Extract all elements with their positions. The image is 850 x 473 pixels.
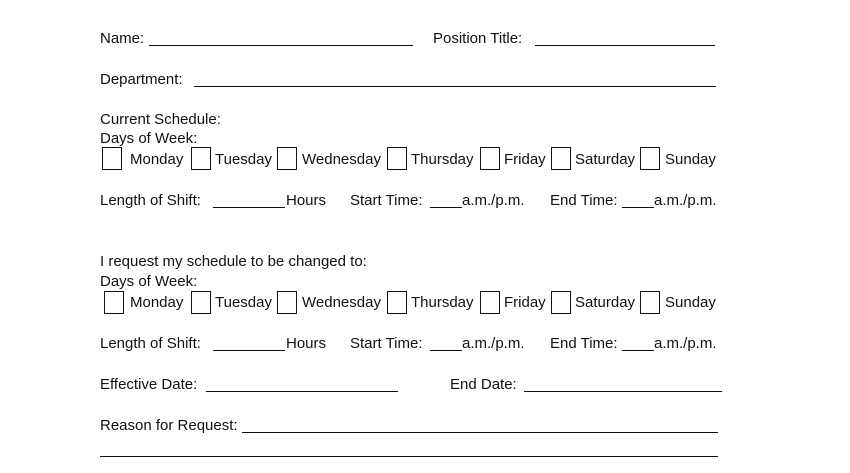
requested-wednesday-label: Wednesday <box>302 294 381 311</box>
current-tuesday-checkbox[interactable] <box>191 147 211 170</box>
name-label: Name: <box>100 30 145 47</box>
requested-days-label: Days of Week: <box>100 273 198 290</box>
current-sunday-checkbox[interactable] <box>640 147 660 170</box>
requested-tuesday-label: Tuesday <box>215 294 272 311</box>
current-days-label: Days of Week: <box>100 130 198 147</box>
requested-schedule-heading: I request my schedule to be changed to: <box>100 253 367 270</box>
requested-length-label: Length of Shift: <box>100 335 201 352</box>
department-input-line[interactable] <box>194 86 716 87</box>
current-sunday-label: Sunday <box>665 151 716 168</box>
requested-saturday-label: Saturday <box>575 294 636 311</box>
reason-label: Reason for Request: <box>100 417 238 434</box>
requested-length-input-line[interactable] <box>213 350 285 351</box>
requested-start-time-input-line[interactable] <box>430 350 462 351</box>
requested-friday-label: Friday <box>504 294 546 311</box>
current-hours-label: Hours <box>286 192 327 209</box>
requested-end-ampm: a.m./p.m. <box>654 335 717 352</box>
requested-end-time-input-line[interactable] <box>622 350 654 351</box>
current-thursday-label: Thursday <box>411 151 474 168</box>
current-wednesday-label: Wednesday <box>302 151 381 168</box>
requested-monday-label: Monday <box>130 294 184 311</box>
department-label: Department: <box>100 71 183 88</box>
current-start-time-label: Start Time: <box>350 192 423 209</box>
position-title-label: Position Title: <box>433 30 523 47</box>
requested-saturday-checkbox[interactable] <box>551 291 571 314</box>
current-end-ampm: a.m./p.m. <box>654 192 717 209</box>
current-length-label: Length of Shift: <box>100 192 201 209</box>
name-input-line[interactable] <box>149 45 413 46</box>
current-saturday-checkbox[interactable] <box>551 147 571 170</box>
requested-tuesday-checkbox[interactable] <box>191 291 211 314</box>
requested-sunday-label: Sunday <box>665 294 716 311</box>
requested-hours-label: Hours <box>286 335 327 352</box>
current-end-time-label: End Time: <box>550 192 618 209</box>
end-date-label: End Date: <box>450 376 517 393</box>
current-start-time-input-line[interactable] <box>430 207 462 208</box>
current-end-time-input-line[interactable] <box>622 207 654 208</box>
requested-friday-checkbox[interactable] <box>480 291 500 314</box>
reason-input-line[interactable] <box>242 432 718 433</box>
effective-date-label: Effective Date: <box>100 376 198 393</box>
requested-monday-checkbox[interactable] <box>104 291 124 314</box>
current-start-ampm: a.m./p.m. <box>462 192 525 209</box>
requested-end-time-label: End Time: <box>550 335 618 352</box>
current-monday-label: Monday <box>130 151 184 168</box>
current-monday-checkbox[interactable] <box>102 147 122 170</box>
current-saturday-label: Saturday <box>575 151 636 168</box>
reason-input-line-2[interactable] <box>100 456 718 457</box>
requested-start-ampm: a.m./p.m. <box>462 335 525 352</box>
current-friday-label: Friday <box>504 151 546 168</box>
requested-sunday-checkbox[interactable] <box>640 291 660 314</box>
requested-thursday-label: Thursday <box>411 294 474 311</box>
current-tuesday-label: Tuesday <box>215 151 272 168</box>
current-friday-checkbox[interactable] <box>480 147 500 170</box>
position-title-input-line[interactable] <box>535 45 715 46</box>
effective-date-input-line[interactable] <box>206 391 398 392</box>
current-wednesday-checkbox[interactable] <box>277 147 297 170</box>
requested-thursday-checkbox[interactable] <box>387 291 407 314</box>
current-schedule-heading: Current Schedule: <box>100 111 221 128</box>
current-length-input-line[interactable] <box>213 207 285 208</box>
requested-wednesday-checkbox[interactable] <box>277 291 297 314</box>
end-date-input-line[interactable] <box>524 391 722 392</box>
current-thursday-checkbox[interactable] <box>387 147 407 170</box>
requested-start-time-label: Start Time: <box>350 335 423 352</box>
